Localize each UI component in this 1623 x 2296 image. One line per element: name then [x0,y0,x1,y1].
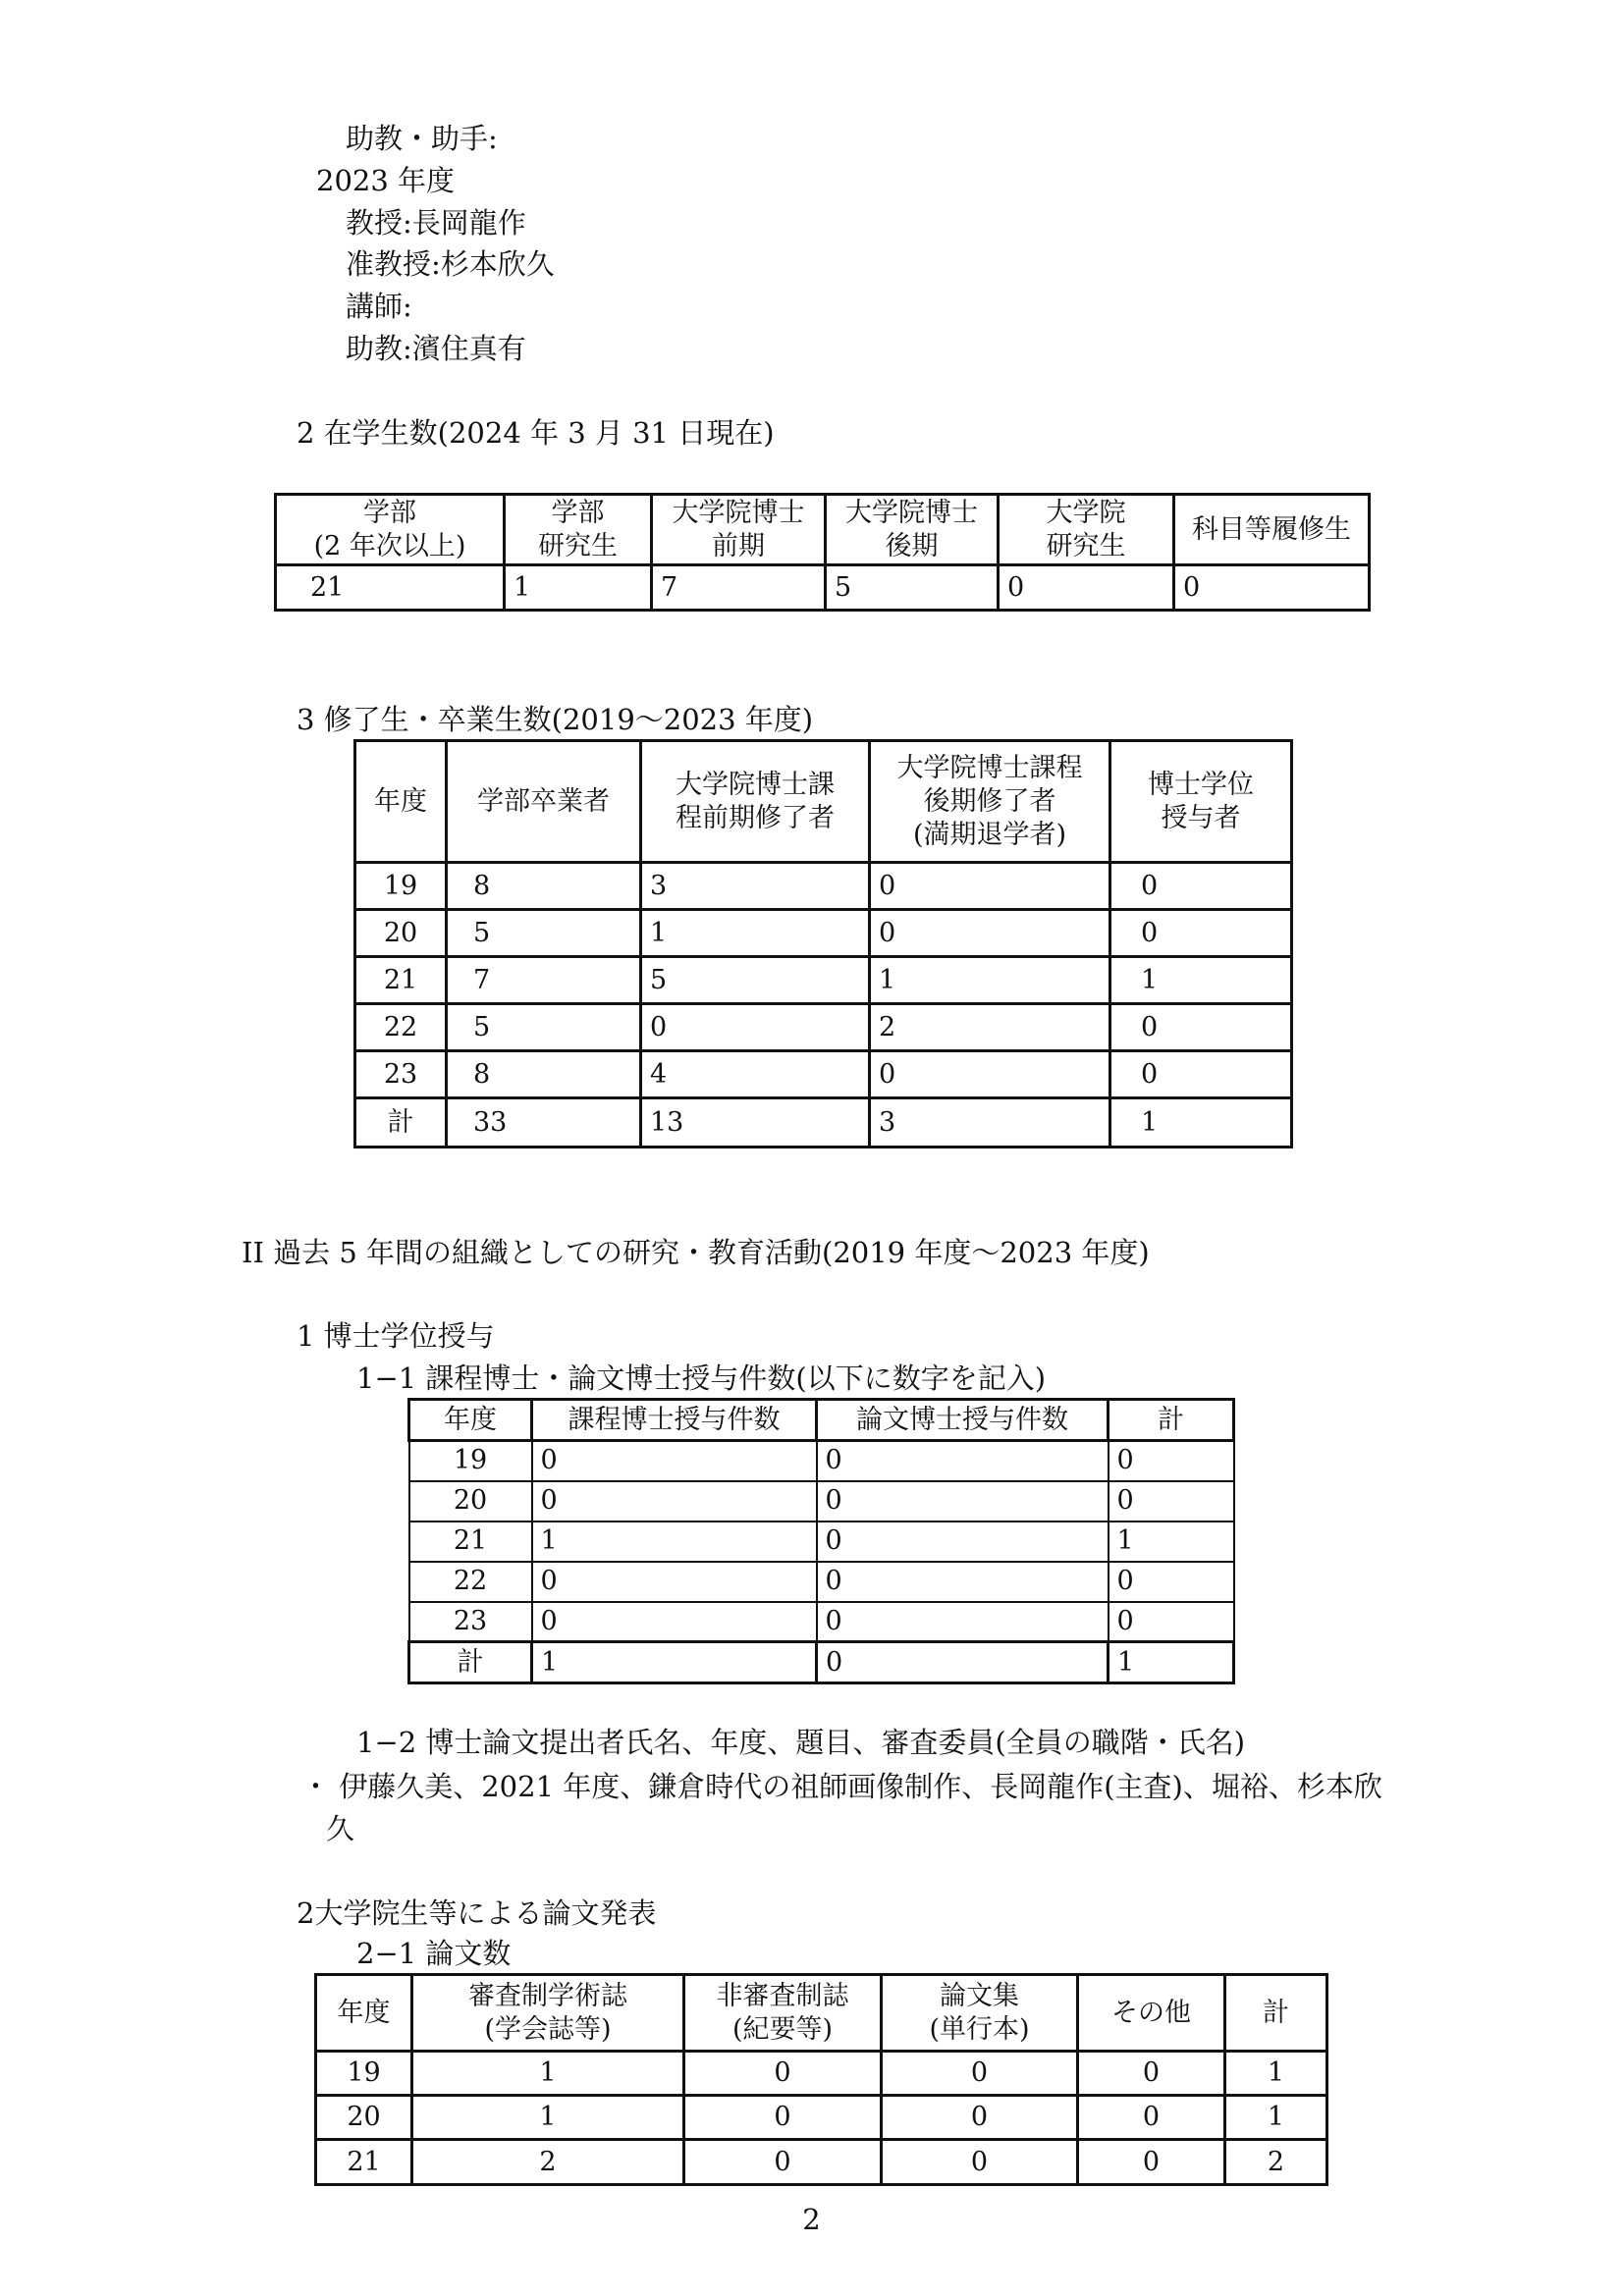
graduates-cell: 5 [641,957,870,1004]
degree-year-cell: 20 [409,1481,532,1522]
degree-cell: 0 [817,1481,1109,1522]
graduates-cell: 0 [641,1004,870,1051]
graduates-header-row [355,741,1292,863]
thesis-entry-line: ・ 伊藤久美、2021 年度、鎌倉時代の祖師画像制作、長岡龍作(主査)、堀裕、杉本欣 [301,1770,1382,1803]
paper-cell: 1 [412,2052,684,2096]
paper-cell: 0 [684,2096,882,2140]
graduates-cell: 0 [1110,1051,1292,1098]
degree-row [409,1441,1234,1481]
enrollment-header-cell: 大学院博士 前期 [652,495,826,565]
degree-cell: 0 [532,1481,817,1522]
graduates-row [355,910,1292,957]
graduates-year-cell: 21 [355,957,447,1004]
paper-cell: 1 [1225,2052,1327,2096]
degree-year-cell: 21 [409,1522,532,1562]
degree-row [409,1481,1234,1522]
enrollment-value-cell: 7 [652,565,826,611]
degree-header-row [409,1400,1234,1441]
graduates-year-cell: 22 [355,1004,447,1051]
paper-count-heading: 2−1 論文数 [356,1937,512,1970]
paper-cell: 0 [882,2096,1078,2140]
enrollment-header-cell: 学部 (2 年次以上) [276,495,505,565]
paper-header-cell: 年度 [316,1975,412,2052]
degree-cell: 1 [532,1642,817,1683]
paper-cell: 0 [882,2140,1078,2185]
degree-year-cell: 23 [409,1602,532,1642]
graduates-cell: 0 [1110,863,1292,910]
degree-cell: 0 [532,1441,817,1481]
graduates-row [355,1051,1292,1098]
degree-count-table [407,1398,1235,1684]
paper-header-cell: 論文集 (単行本) [882,1975,1078,2052]
graduates-row [355,957,1292,1004]
graduates-cell: 5 [447,1004,641,1051]
graduates-year-cell: 計 [355,1098,447,1148]
degree-header-cell: 課程博士授与件数 [532,1400,817,1441]
degree-year-cell: 19 [409,1441,532,1481]
enrollment-value-cell: 0 [1174,565,1370,611]
degree-header-cell: 論文博士授与件数 [817,1400,1109,1441]
degree-cell: 1 [1109,1642,1234,1683]
graduates-cell: 4 [641,1051,870,1098]
degree-header-cell: 年度 [409,1400,532,1441]
enrollment-value-cell: 21 [276,565,505,611]
paper-year-cell: 19 [316,2052,412,2096]
graduates-header-cell: 大学院博士課 程前期修了者 [641,741,870,863]
graduates-cell: 2 [870,1004,1110,1051]
degree-cell: 0 [817,1602,1109,1642]
degree-row [409,1522,1234,1562]
degree-total-row [409,1642,1234,1683]
graduates-table [353,739,1293,1148]
paper-cell: 0 [1078,2052,1225,2096]
paper-header-cell: その他 [1078,1975,1225,2052]
degree-cell: 0 [817,1562,1109,1602]
paper-year-cell: 21 [316,2140,412,2185]
degree-cell: 0 [817,1441,1109,1481]
graduates-cell: 0 [1110,910,1292,957]
degree-header-cell: 計 [1109,1400,1234,1441]
paper-header-cell: 計 [1225,1975,1327,2052]
graduates-header-cell: 学部卒業者 [447,741,641,863]
section-2-heading: II 過去 5 年間の組織としての研究・教育活動(2019 年度～2023 年度) [242,1236,1150,1269]
enrollment-value-cell: 5 [826,565,999,611]
graduates-cell: 0 [870,910,1110,957]
enrollment-header-row [276,495,1370,565]
degree-row [409,1562,1234,1602]
graduates-year-cell: 19 [355,863,447,910]
degree-row [409,1602,1234,1642]
graduates-cell: 5 [447,910,641,957]
paper-cell: 2 [1225,2140,1327,2185]
graduates-header-cell: 大学院博士課程 後期修了者 (満期退学者) [870,741,1110,863]
paper-cell: 1 [412,2096,684,2140]
enrollment-header-cell: 学部 研究生 [505,495,652,565]
graduates-cell: 13 [641,1098,870,1148]
degree-cell: 0 [532,1562,817,1602]
degree-year-cell: 計 [409,1642,532,1683]
degree-cell: 0 [1109,1441,1234,1481]
doctoral-degree-heading: 1 博士学位授与 [297,1319,495,1353]
assistant-2022-line: 助教・助手: [346,122,498,155]
degree-cell: 1 [1109,1522,1234,1562]
degree-cell: 1 [532,1522,817,1562]
degree-count-heading: 1−1 課程博士・論文博士授与件数(以下に数字を記入) [356,1362,1047,1395]
degree-year-cell: 22 [409,1562,532,1602]
enrollment-value-row [276,565,1370,611]
graduates-cell: 3 [641,863,870,910]
graduates-row [355,1004,1292,1051]
professor-line: 教授:長岡龍作 [346,206,526,240]
degree-cell: 0 [817,1522,1109,1562]
graduates-cell: 0 [1110,1004,1292,1051]
enrollment-value-cell: 1 [505,565,652,611]
graduates-row [355,863,1292,910]
paper-cell: 0 [882,2052,1078,2096]
thesis-entry-continuation: 久 [326,1812,355,1845]
graduates-header-cell: 年度 [355,741,447,863]
graduates-total-row [355,1098,1292,1148]
page-number: 2 [802,2203,821,2236]
paper-count-table [314,1973,1328,2186]
graduates-heading: 3 修了生・卒業生数(2019～2023 年度) [297,703,814,736]
graduates-year-cell: 23 [355,1051,447,1098]
graduates-cell: 7 [447,957,641,1004]
graduates-cell: 8 [447,1051,641,1098]
graduates-cell: 1 [641,910,870,957]
graduates-year-cell: 20 [355,910,447,957]
degree-cell: 0 [532,1602,817,1642]
enrollment-heading: 2 在学生数(2024 年 3 月 31 日現在) [297,416,775,450]
enrollment-header-cell: 大学院博士 後期 [826,495,999,565]
graduates-header-cell: 博士学位 授与者 [1110,741,1292,863]
graduates-cell: 1 [870,957,1110,1004]
graduates-cell: 8 [447,863,641,910]
paper-row [316,2096,1327,2140]
degree-cell: 0 [1109,1602,1234,1642]
paper-header-cell: 非審査制誌 (紀要等) [684,1975,882,2052]
graduates-cell: 1 [1110,957,1292,1004]
thesis-heading: 1−2 博士論文提出者氏名、年度、題目、審査委員(全員の職階・氏名) [356,1726,1246,1759]
paper-cell: 0 [1078,2140,1225,2185]
enrollment-header-cell: 科目等履修生 [1174,495,1370,565]
lecturer-line: 講師: [346,290,412,323]
graduates-cell: 1 [1110,1098,1292,1148]
paper-row [316,2140,1327,2185]
graduates-cell: 0 [870,863,1110,910]
paper-cell: 1 [1225,2096,1327,2140]
graduates-cell: 33 [447,1098,641,1148]
enrollment-header-cell: 大学院 研究生 [999,495,1174,565]
paper-cell: 0 [684,2140,882,2185]
paper-row [316,2052,1327,2096]
degree-cell: 0 [1109,1562,1234,1602]
degree-cell: 0 [817,1642,1109,1683]
paper-cell: 0 [684,2052,882,2096]
paper-cell: 0 [1078,2096,1225,2140]
paper-header-cell: 審査制学術誌 (学会誌等) [412,1975,684,2052]
degree-cell: 0 [1109,1481,1234,1522]
enrollment-value-cell: 0 [999,565,1174,611]
paper-year-cell: 20 [316,2096,412,2140]
assistant-2023-line: 助教:濱住真有 [346,332,526,365]
paper-header-row [316,1975,1327,2052]
paper-cell: 2 [412,2140,684,2185]
graduates-cell: 3 [870,1098,1110,1148]
enrollment-table [274,493,1371,612]
graduates-cell: 0 [870,1051,1110,1098]
paper-publication-heading: 2大学院生等による論文発表 [297,1896,657,1930]
year-2023-label: 2023 年度 [316,164,456,197]
assoc-professor-line: 准教授:杉本欣久 [346,247,555,281]
